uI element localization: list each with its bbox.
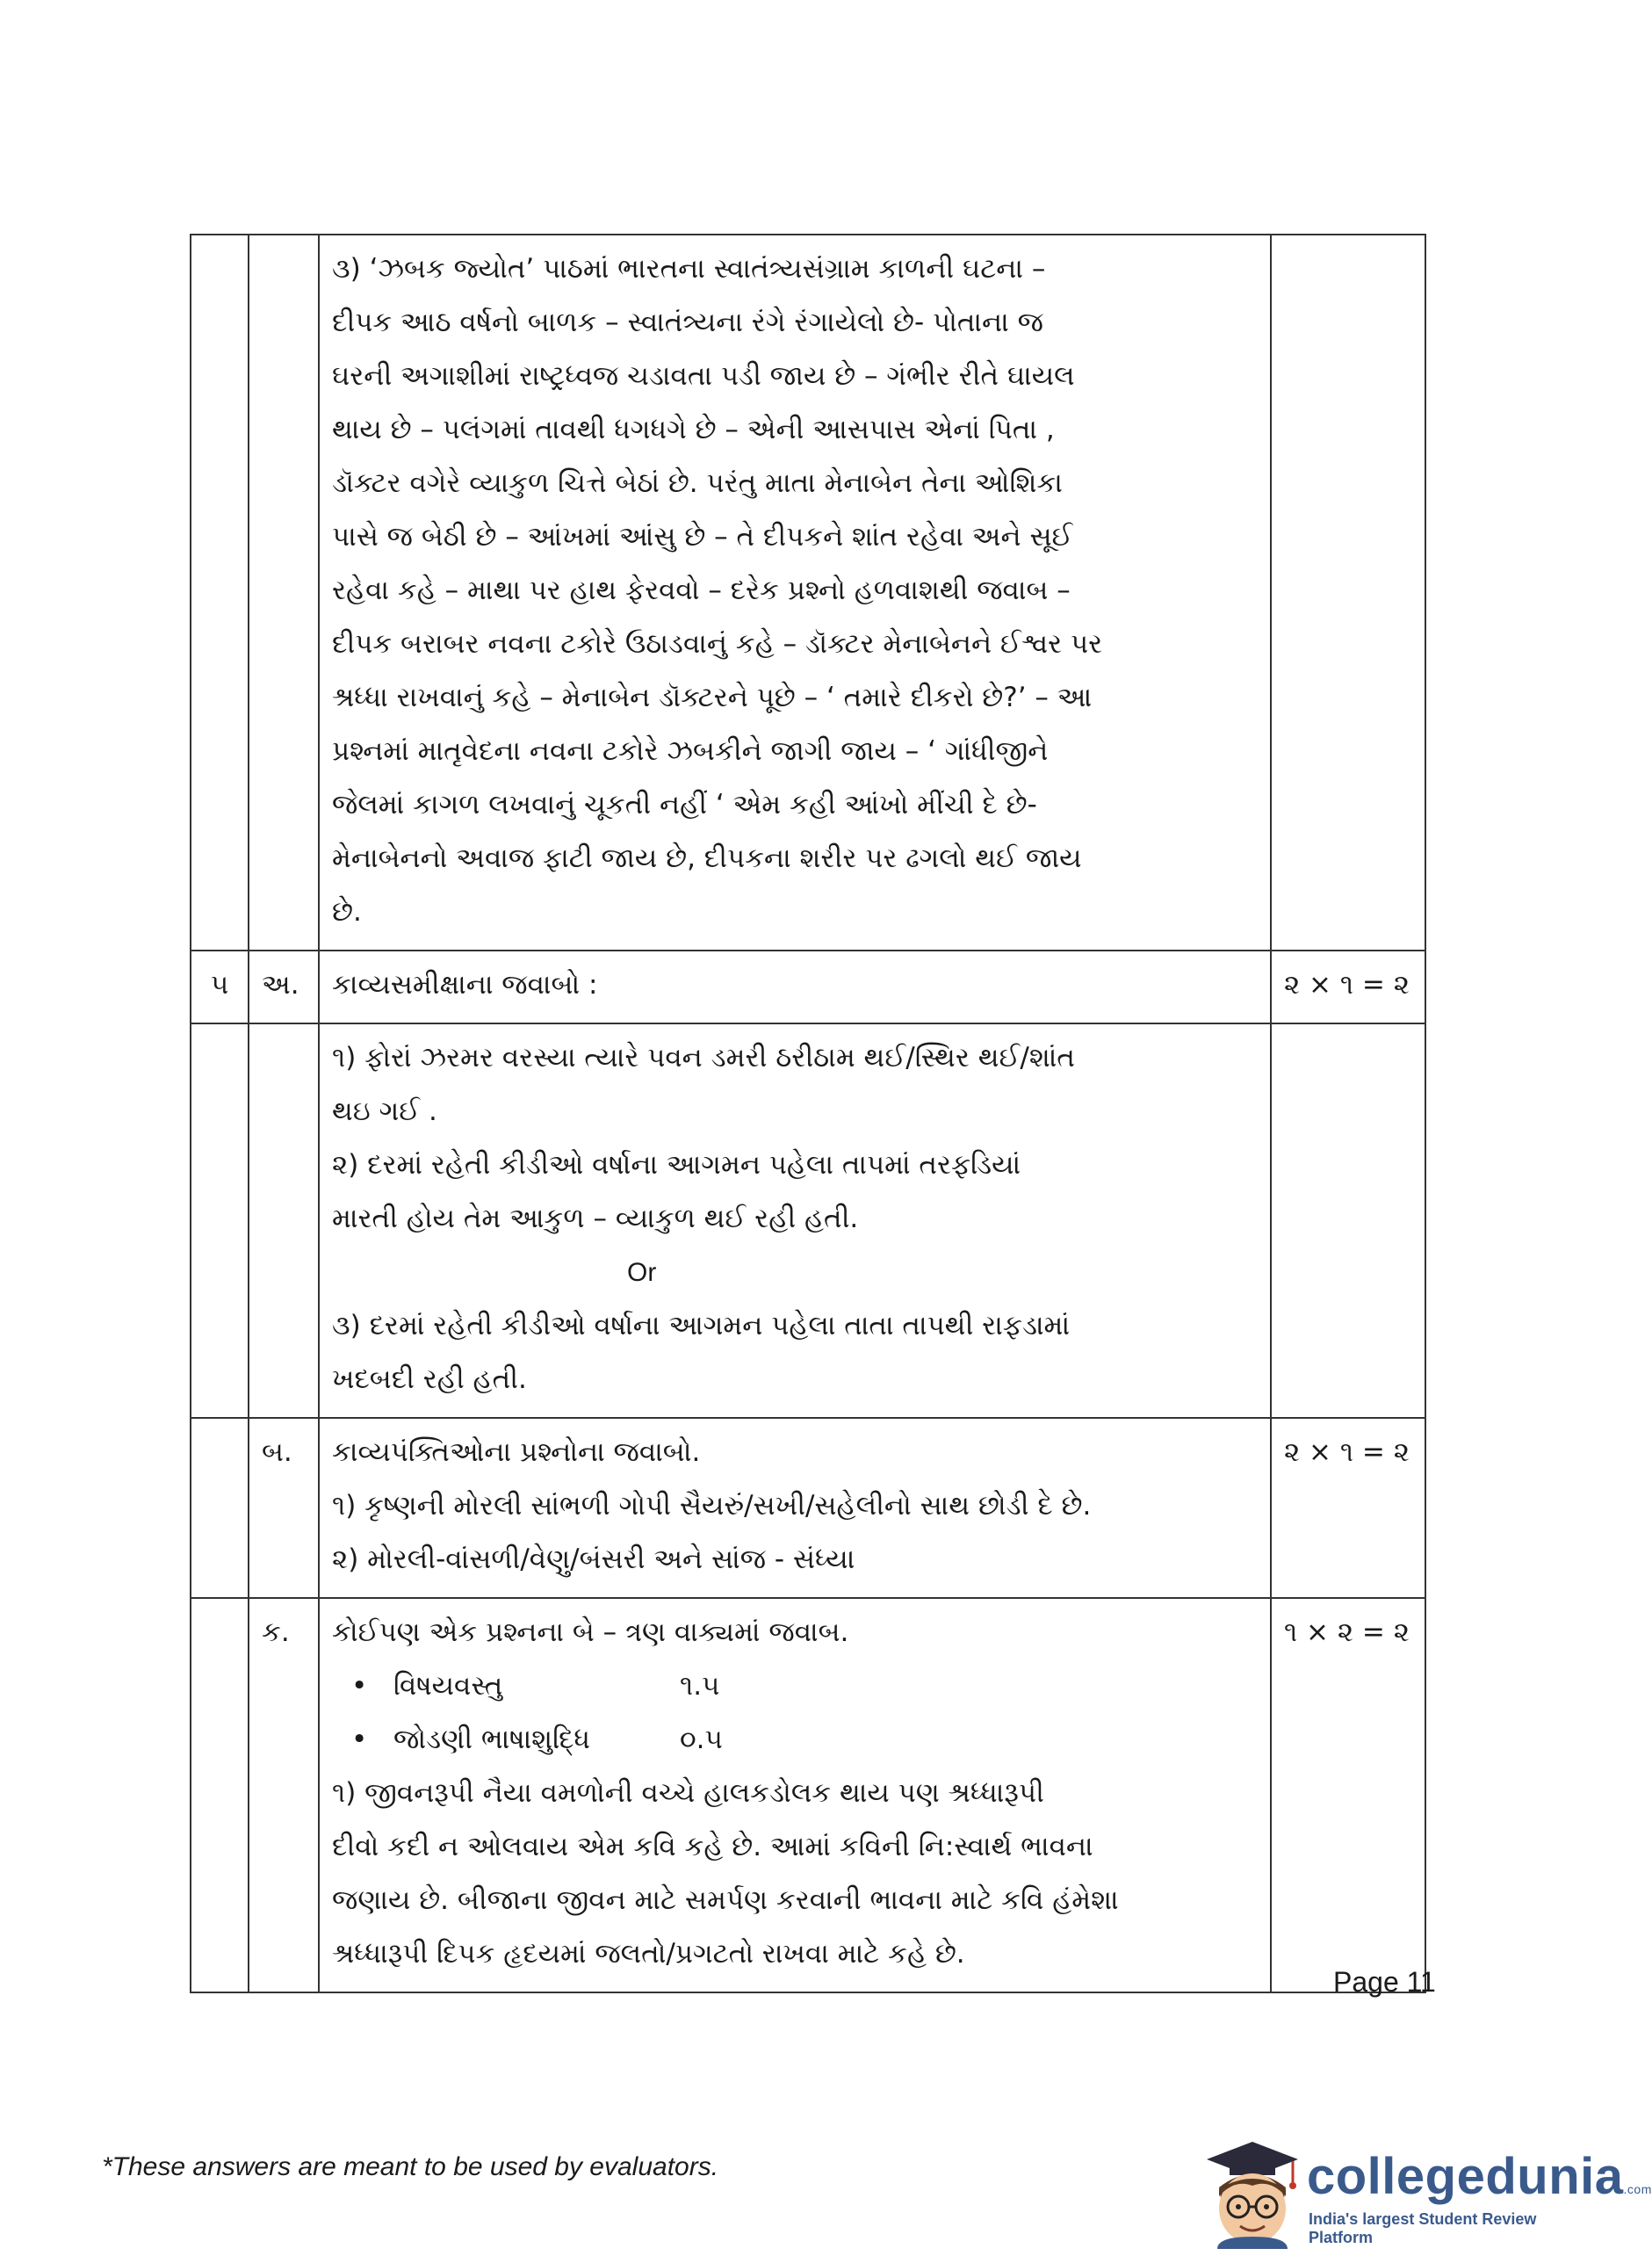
answer-cell xyxy=(319,1598,1271,1992)
answer-line: થઇ ગઈ . xyxy=(332,1095,437,1127)
answer-line: ૨) મોરલી-વાંસળી/વેણુ/બંસરી અને સાંજ - સંધ્યા xyxy=(332,1544,855,1575)
answer-line: ૧) ફોરાં ઝરમર વરસ્યા ત્યારે પવન ડમરી ઠરીઠામ થઈ/સ્થિર થઈ/શાંત xyxy=(332,1042,1075,1074)
marks-value: ૧ × ૨ = ૨ xyxy=(1271,1598,1425,1992)
subsection-title: કોઈપણ એક પ્રશ્નના બે – ત્રણ વાક્યમાં જવાબ. xyxy=(332,1616,849,1648)
table-row xyxy=(191,235,1425,951)
criterion-marks: ૧.૫ xyxy=(680,1670,720,1702)
brand-name: collegedunia.com xyxy=(1307,2148,1652,2205)
marks-cell xyxy=(1271,235,1425,951)
answer-line: ૧) કૃષ્ણની મોરલી સાંભળી ગોપી સૈયરું/સખી/સહેલીનો સાથ છોડી દે છે. xyxy=(332,1490,1092,1522)
answer-line: શ્રધ્ધા રાખવાનું કહે – મેનાબેન ડૉક્ટરને પૂછે – ‘ તમારે દીકરો છે?’ – આ xyxy=(332,682,1093,713)
marks-value: ૨ × ૧ = ૨ xyxy=(1271,1418,1425,1598)
answer-line: ડૉક્ટર વગેરે વ્યાકુળ ચિત્તે બેઠાં છે. પરંતુ માતા મેનાબેન તેના ઓશિકા xyxy=(332,467,1063,499)
answer-line: જણાય છે. બીજાના જીવન માટે સમર્પણ કરવાની ભાવના માટે કવિ હંમેશા xyxy=(332,1884,1119,1916)
answer-cell xyxy=(319,1418,1271,1598)
subsection-label: અ. xyxy=(249,951,319,1023)
criterion-name: વિષયવસ્તુ xyxy=(393,1670,503,1702)
table-row xyxy=(191,1598,1425,1992)
criterion-marks: ૦.૫ xyxy=(680,1724,723,1755)
section-number-cell xyxy=(191,1023,249,1418)
section-number-cell xyxy=(191,1418,249,1598)
answer-line: ઘરની અગાશીમાં રાષ્ટ્રધ્વજ ચડાવતા પડી જાય છે – ગંભીર રીતે ઘાયલ xyxy=(332,360,1075,392)
brand-suffix: .com xyxy=(1623,2182,1652,2196)
brand-tagline: India's largest Student Review Platform xyxy=(1309,2210,1537,2246)
subsection-title: કાવ્યપંક્તિઓના પ્રશ્નોના જવાબો. xyxy=(332,1436,701,1468)
list-item xyxy=(393,1659,1258,1713)
table-row xyxy=(191,1023,1425,1418)
section-number-cell xyxy=(191,1598,249,1992)
answer-line: થાય છે – પલંગમાં તાવથી ધગધગે છે – એની આસપાસ એનાં પિતા , xyxy=(332,414,1055,445)
answer-line: મેનાબેનનો અવાજ ફાટી જાય છે, દીપકના શરીર પર ઢગલો થઈ જાય xyxy=(332,842,1082,874)
answer-line: દીવો કદી ન ઓલવાય એમ કવિ કહે છે. આમાં કવિની નિ:સ્વાર્થ ભાવના xyxy=(332,1831,1093,1862)
subsection-cell xyxy=(249,235,319,951)
answer-line: ૧) જીવનરૂપી નૈયા વમળોની વચ્ચે હાલકડોલક થાય પણ શ્રધ્ધારૂપી xyxy=(332,1777,1044,1809)
section-number: ૫ xyxy=(191,951,249,1023)
answer-line: પ્રશ્નમાં માતૃવેદના નવના ટકોરે ઝબકીને જાગી જાય – ‘ ગાંધીજીને xyxy=(332,735,1049,767)
subsection-label: ક. xyxy=(249,1598,319,1992)
mascot-icon xyxy=(1200,2135,1305,2249)
answer-line: ખદબદી રહી હતી. xyxy=(332,1363,527,1395)
answer-line: પાસે જ બેઠી છે – આંખમાં આંસુ છે – તે દીપકને શાંત રહેવા અને સૂઈ xyxy=(332,521,1073,553)
answer-line: રહેવા કહે – માથા પર હાથ ફેરવવો – દરેક પ્રશ્નો હળવાશથી જવાબ – xyxy=(332,575,1071,606)
brand-logo xyxy=(1200,2135,1652,2249)
answer-cell xyxy=(319,1023,1271,1418)
answer-cell xyxy=(319,235,1271,951)
table-row xyxy=(191,951,1425,1023)
answer-line: છે. xyxy=(332,896,362,928)
answer-line: દીપક આઠ વર્ષનો બાળક – સ્વાતંત્ર્યના રંગે રંગાયેલો છે- પોતાના જ xyxy=(332,307,1043,338)
answer-key-table xyxy=(190,234,1426,1993)
marks-cell xyxy=(1271,1023,1425,1418)
answer-line: જેલમાં કાગળ લખવાનું ચૂકતી નહીં ‘ એમ કહી આંખો મીંચી દે છે- xyxy=(332,789,1037,821)
or-separator: Or xyxy=(627,1258,657,1287)
evaluator-note: *These answers are meant to be used by evaluators. xyxy=(102,2152,719,2181)
subsection-title: કાવ્યસમીક્ષાના જવાબો : xyxy=(319,951,1271,1023)
answer-line: ૨) દરમાં રહેતી કીડીઓ વર્ષાના આગમન પહેલા તાપમાં તરફડિયાં xyxy=(332,1149,1021,1181)
answer-line: દીપક બરાબર નવના ટકોરે ઉઠાડવાનું કહે – ડૉક્ટર મેનાબેનને ઈશ્વર પર xyxy=(332,628,1103,660)
answer-line: ૩) ‘ઝબક જ્યોત’ પાઠમાં ભારતના સ્વાતંત્ર્યસંગ્રામ કાળની ઘટના – xyxy=(332,253,1046,285)
answer-line: મારતી હોય તેમ આકુળ – વ્યાકુળ થઈ રહી હતી. xyxy=(332,1203,859,1234)
table-row xyxy=(191,1418,1425,1598)
answer-line: ૩) દરમાં રહેતી કીડીઓ વર્ષાના આગમન પહેલા તાતા તાપથી રાફડામાં xyxy=(332,1310,1071,1341)
marking-scheme-list xyxy=(332,1659,1258,1767)
subsection-label: બ. xyxy=(249,1418,319,1598)
page-number: Page 11 xyxy=(1333,1966,1436,1998)
list-item xyxy=(393,1713,1258,1767)
subsection-cell xyxy=(249,1023,319,1418)
section-number-cell xyxy=(191,235,249,951)
criterion-name: જોડણી ભાષાશુદ્ધિ xyxy=(393,1724,591,1755)
marks-value: ૨ × ૧ = ૨ xyxy=(1271,951,1425,1023)
answer-line: શ્રધ્ધારૂપી દિપક હૃદયમાં જલતો/પ્રગટતો રાખવા માટે કહે છે. xyxy=(332,1938,965,1970)
